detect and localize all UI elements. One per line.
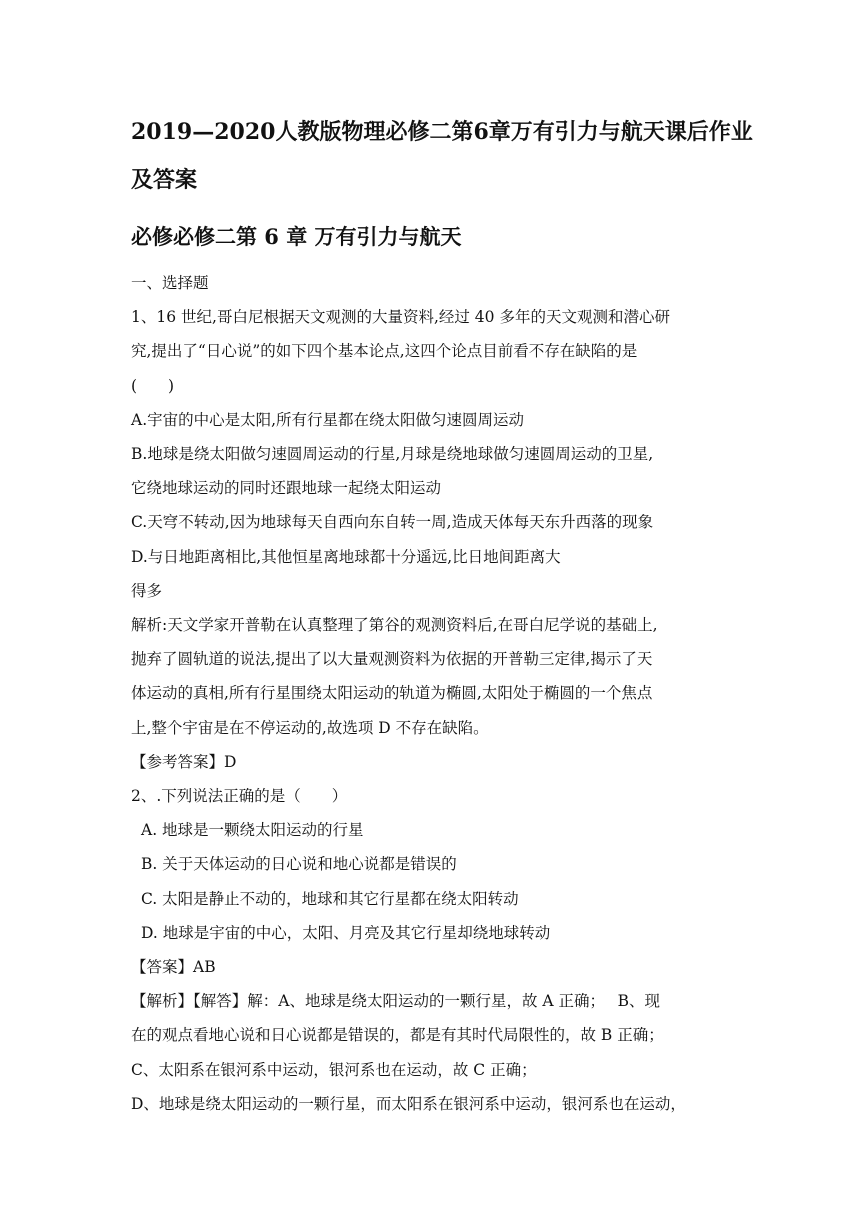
q1-analysis-line: 抛弃了圆轨道的说法,提出了以大量观测资料为依据的开普勒三定律,揭示了天 (131, 650, 653, 669)
q2-option-d: D. 地球是宇宙的中心，太阳、月亮及其它行星却绕地球转动 (141, 923, 551, 942)
q2-option-a: A. 地球是一颗绕太阳运动的行星 (141, 821, 364, 840)
q2-analysis-line: C、太阳系在银河系中运动，银河系也在运动，故 C 正确； (131, 1060, 537, 1079)
q2-answer: 【答案】AB (131, 958, 216, 977)
q1-analysis-line: 体运动的真相,所有行星围绕太阳运动的轨道为椭圆,太阳处于椭圆的一个焦点 (131, 684, 653, 703)
q2-option-c: C. 太阳是静止不动的，地球和其它行星都在绕太阳转动 (141, 889, 519, 908)
q1-option-d: D.与日地距离相比,其他恒星离地球都十分遥远,比日地间距离大 (131, 547, 561, 566)
q1-stem-line: 1、16 世纪,哥白尼根据天文观测的大量资料,经过 40 多年的天文观测和潜心研 (131, 308, 670, 327)
chapter-heading: 必修必修二第 6 章 万有引力与航天 (131, 224, 462, 249)
document-body (131, 266, 751, 1121)
q1-stem-line: ( ) (131, 376, 175, 395)
q2-analysis-line: 在的观点看地心说和日心说都是错误的，都是有其时代局限性的，故 B 正确； (131, 1026, 664, 1045)
q2-analysis-line: 【解析】【解答】解：A、地球是绕太阳运动的一颗行星，故 A 正确； B、现 (131, 992, 661, 1011)
q1-option-a: A.宇宙的中心是太阳,所有行星都在绕太阳做匀速圆周运动 (131, 410, 525, 429)
document-title: 2019—2020人教版物理必修二第6章万有引力与航天课后作业及答案 (131, 119, 753, 193)
q1-analysis-line: 上,整个宇宙是在不停运动的,故选项 D 不存在缺陷。 (131, 718, 489, 737)
q1-stem-line: 究,提出了“日心说”的如下四个基本论点,这四个论点目前看不存在缺陷的是 (131, 342, 638, 361)
q2-analysis-line: D、地球是绕太阳运动的一颗行星，而太阳系在银河系中运动，银河系也在运动， (131, 1094, 686, 1113)
q1-analysis-line: 解析:天文学家开普勒在认真整理了第谷的观测资料后,在哥白尼学说的基础上, (131, 616, 658, 635)
q1-option-b-cont: 它绕地球运动的同时还跟地球一起绕太阳运动 (131, 479, 442, 498)
q1-answer: 【参考答案】D (131, 752, 237, 771)
q2-stem: 2、.下列说法正确的是（ ） (131, 787, 348, 806)
q2-option-b: B. 关于天体运动的日心说和地心说都是错误的 (141, 855, 457, 874)
q1-option-c: C.天穹不转动,因为地球每天自西向东自转一周,造成天体每天东升西落的现象 (131, 513, 654, 532)
q1-option-d-cont: 得多 (131, 581, 163, 600)
q1-option-b: B.地球是绕太阳做匀速圆周运动的行星,月球是绕地球做匀速圆周运动的卫星, (131, 445, 654, 464)
section-heading: 一、选择题 (131, 274, 209, 292)
